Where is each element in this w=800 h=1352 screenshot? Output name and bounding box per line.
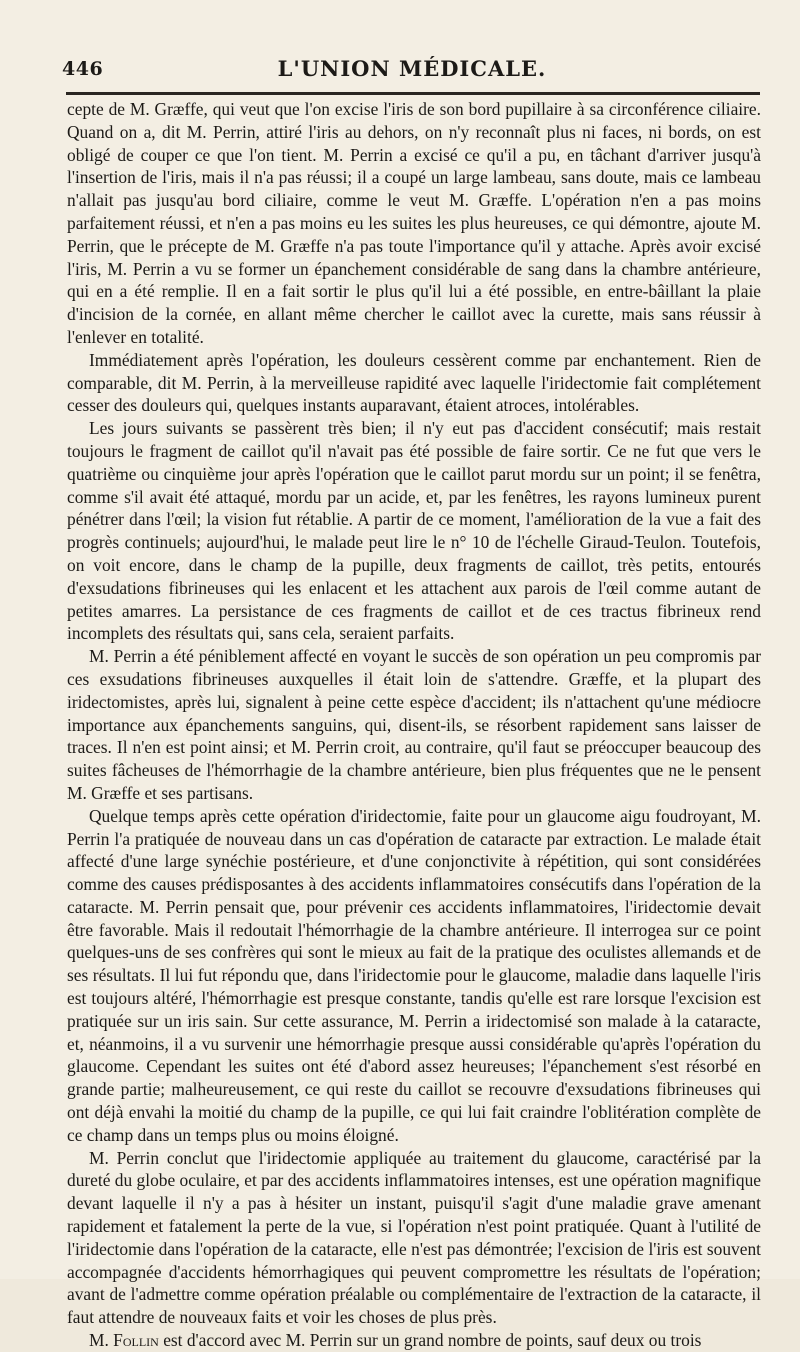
running-title: L'UNION MÉDICALE.: [277, 56, 547, 81]
paragraph: Quelque temps après cette opération d'iridectomie, faite pour un glaucome aigu foudroyant, M. Perrin l'a pratiquée de nouveau dans un cas d'opération de cataracte par extraction. Le malade était affecté d'une large synéchie postérieure, et d'une conjonctivite à répétition, qui sont considérées comme des causes prédisposantes à des accidents inflammatoires consécutifs dans l'opération de la cataracte. M. Perrin pensait que, pour prévenir ces accidents inflammatoires, l'iridectomie devait être favorable. Mais il redoutait l'hémorrhagie de la chambre antérieure. Il interrogea sur ce point quelques-uns de ses confrères qui sont le mieux au fait de la pratique des oculistes allemands et de ses résultats. Il lui fut répondu que, dans l'iridectomie pour le glaucome, maladie dans laquelle l'iris est toujours altéré, l'hémorrhagie est presque constante, tandis qu'elle est rare lorsque l'excision est pratiquée sur un iris sain. Sur cette assurance, M. Perrin a iridectomisé son malade à la cataracte, et, néanmoins, il a vu survenir une hémorrhagie presque aussi considérable qu'après l'opération du glaucome. Cependant les suites ont été d'abord assez heureuses; l'épanchement s'est résorbé en grande partie; malheureusement, ce qui reste du caillot se recouvre d'exsudations fibrineuses qui ont déjà envahi la moitié du champ de la pupille, ce qui lui fait craindre l'oblitération complète de ce champ dans un temps plus ou moins éloigné.: [67, 805, 761, 1145]
paragraph-last-line: [67, 1329, 761, 1352]
paragraph: M. Perrin a été péniblement affecté en voyant le succès de son opération un peu compromis par ces exsudations fibrineuses auxquelles il était loin de s'attendre. Græffe, et la plupart des iridectomistes, après lui, signalent à peine cette espèce d'accident; ils n'attachent qu'une médiocre importance aux épanchements sanguins, qui, disent-ils, se résorbent rapidement sans laisser de traces. Il n'en est point ainsi; et M. Perrin croit, au contraire, qu'il faut se préoccuper beaucoup des suites fâcheuses de l'hémorrhagie de la chambre antérieure, bien plus fréquentes que ne le pensent M. Græffe et ses partisans.: [67, 646, 761, 803]
paragraph: Immédiatement après l'opération, les douleurs cessèrent comme par enchantement. Rien de comparable, dit M. Perrin, à la merveilleuse rapidité avec laquelle l'iridectomie fait complétement cesser des douleurs qui, quelques instants auparavant, étaient atroces, intolérables.: [67, 349, 761, 416]
author-name: Follin: [113, 1330, 159, 1351]
paragraph: cepte de M. Græffe, qui veut que l'on excise l'iris de son bord pupillaire à sa circonférence ciliaire. Quand on a, dit M. Perrin, attiré l'iris au dehors, on n'y reconnaît plus ni faces, ni bords, on est obligé de couper ce que l'on tient. M. Perrin a excisé ce qu'il a pu, en tâchant d'arriver jusqu'à l'insertion de l'iris, mais il n'a pas réussi; il a coupé un large lambeau, sans doute, mais ce lambeau n'allait pas jusqu'au bord ciliaire, comme le veut M. Græffe. L'opération n'en a pas moins parfaitement réussi, et n'en a pas moins eu les suites les plus heureuses, ce qui démontre, ajoute M. Perrin, que le précepte de M. Græffe n'a pas toute l'importance qu'il y attache. Après avoir excisé l'iris, M. Perrin a vu se former un épanchement considérable de sang dans la chambre antérieure, qui en a été remplie. Il en a fait sortir le plus qu'il lui a été possible, en entre-bâillant la plaie d'incision de la cornée, en allant même chercher le caillot avec la curette, mais sans réussir à l'enlever en totalité.: [67, 99, 761, 347]
text-rest: est d'accord avec M. Perrin sur un grand nombre de points, sauf deux ou trois: [158, 1330, 702, 1351]
page-header: [62, 52, 762, 88]
paragraph: M. Perrin conclut que l'iridectomie appliquée au traitement du glaucome, caractérisé par la dureté du globe oculaire, et par des accidents inflammatoires intenses, est une opération magnifique devant laquelle il n'y a pas à hésiter un instant, puisqu'il s'agit d'une maladie grave amenant rapidement et fatalement la perte de la vue, si l'opération n'est point pratiquée. Quant à l'utilité de l'iridectomie dans l'opération de la cataracte, elle n'est pas démontrée; l'excision de l'iris est souvent accompagnée d'accidents hémorrhagiques qui peuvent compromettre les résultats de l'opération; avant de l'admettre comme opération préalable ou complémentaire de l'extraction de la cataracte, il faut attendre de nouveaux faits et voir les choses de plus près.: [67, 1147, 761, 1328]
article-body: [67, 98, 761, 1352]
text-prefix: M.: [89, 1330, 114, 1351]
header-rule: [66, 92, 760, 95]
paragraph: Les jours suivants se passèrent très bien; il n'y eut pas d'accident consécutif; mais restait toujours le fragment de caillot qu'il n'avait pas été possible de faire sortir. Ce ne fut que vers le quatrième ou cinquième jour après l'opération que le caillot parut mordu sur un point; il se fenêtra, comme s'il avait été attaqué, mordu par un acide, et, par les fenêtres, les rayons lumineux purent pénétrer dans l'œil; la vision fut rétablie. A partir de ce moment, l'amélioration de la vue a fait des progrès continuels; aujourd'hui, le malade peut lire le n° 10 de l'échelle Giraud-Teulon. Toutefois, on voit encore, dans le champ de la pupille, deux fragments de caillot, très petits, entourés d'exsudations fibrineuses qui les enlacent et les attachent aux parois de l'œil comme autant de petites amarres. La persistance de ces fragments de caillot et de ces tractus fibrineux rend incomplets des résultats qui, sans cela, seraient parfaits.: [67, 418, 761, 644]
page-number: 446: [62, 58, 104, 80]
